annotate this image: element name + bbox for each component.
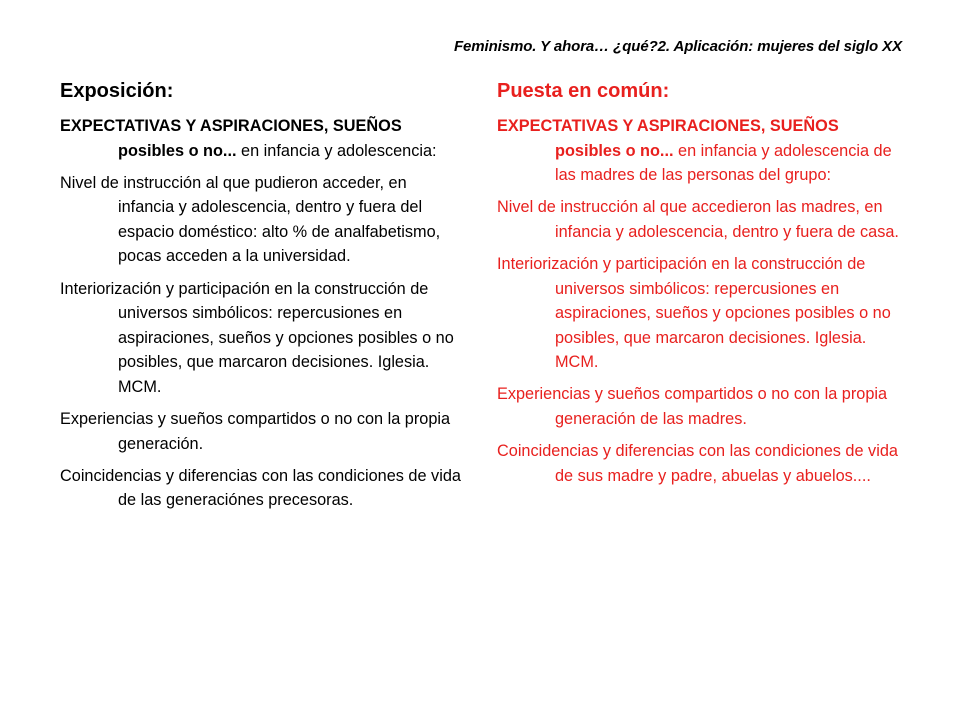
item-text: Coincidencias y diferencias con las condiciones de vida de sus madre y padre, abuelas y abuelos....: [497, 442, 898, 485]
item-text: en infancia y adolescencia de las madres de las personas del grupo:: [555, 141, 892, 185]
puesta-en-comun-heading: Puesta en común:: [497, 80, 670, 102]
puesta-en-comun-column: [497, 78, 909, 496]
slide-header-title: Feminismo. Y ahora… ¿qué?2. Aplicación: mujeres del siglo XX: [453, 38, 902, 55]
item-text: Interiorización y participación en la construcción de universos simbólicos: repercusiones en aspiraciones, sueños y opciones posibles o no posibles, que marcaron decisiones. Iglesia. MCM.: [497, 254, 891, 372]
list-item: [497, 195, 909, 244]
item-text: Nivel de instrucción al que accedieron las madres, en infancia y adolescencia, dentro y fuera de casa.: [497, 198, 899, 241]
item-text: Nivel de instrucción al que pudieron acceder, en infancia y adolescencia, dentro y fuera del espacio doméstico: alto % de analfabetismo, pocas acceden a la universidad.: [60, 173, 441, 266]
item-text: Interiorización y participación en la construcción de universos simbólicos: repercusiones en aspiraciones, sueños y opciones posibles o no posibles, que marcaron decisiones. Iglesia. MCM.: [60, 279, 454, 396]
list-item: [60, 277, 465, 400]
item-text: en infancia y adolescencia:: [236, 141, 437, 160]
exposicion-list: [60, 114, 465, 513]
list-item: [497, 439, 909, 488]
exposicion-heading: Exposición:: [60, 80, 174, 102]
list-item: [497, 382, 909, 431]
list-item: [60, 407, 465, 456]
item-lead: EXPECTATIVAS Y ASPIRACIONES, SUEÑOS posibles o no...: [60, 117, 402, 160]
list-item: [60, 171, 465, 269]
item-lead: EXPECTATIVAS Y ASPIRACIONES, SUEÑOS posibles o no...: [497, 117, 839, 160]
puesta-en-comun-list: [497, 114, 909, 488]
list-item: [60, 464, 465, 513]
list-item: [497, 114, 909, 188]
list-item: [497, 252, 909, 375]
list-item: [60, 114, 465, 163]
item-text: Coincidencias y diferencias con las condiciones de vida de las generaciónes precesoras.: [60, 466, 461, 510]
item-text: Experiencias y sueños compartidos o no con la propia generación.: [60, 410, 451, 453]
item-text: Experiencias y sueños compartidos o no con la propia generación de las madres.: [497, 385, 888, 429]
exposicion-column: [60, 78, 465, 520]
